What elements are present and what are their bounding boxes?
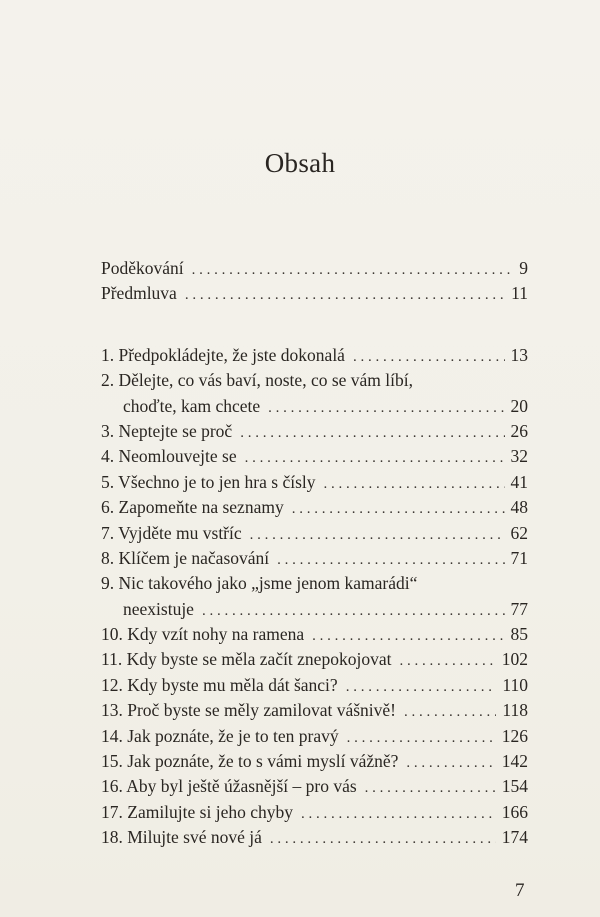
toc-entry-label: 13. Proč byste se měly zamilovat vášnivě! (101, 700, 396, 721)
dot-leader (240, 425, 504, 442)
toc-entry-label: 16. Aby byl ještě úžasnější – pro vás (101, 776, 357, 797)
toc-entry-chapter-8 (101, 548, 528, 573)
toc-entry-label: neexistuje (123, 598, 194, 619)
toc-entry-label: 10. Kdy vzít nohy na ramena (101, 624, 305, 645)
toc-entry-chapter-4 (101, 446, 528, 471)
toc-entry-label: 15. Jak poznáte, že to s vámi myslí vážně? (101, 751, 399, 772)
dot-leader (292, 501, 505, 518)
toc-entry-chapter-12 (101, 675, 528, 700)
toc-entry-chapter-11 (101, 649, 528, 674)
page-title: Obsah (264, 148, 336, 178)
toc-entry-label: choďte, kam chcete (123, 395, 261, 416)
toc-entry-predmluva (101, 283, 528, 308)
toc-entry-label: Předmluva (101, 283, 177, 304)
toc-entry-page: 26 (510, 420, 528, 441)
toc-entry-page: 174 (501, 827, 528, 848)
dot-leader (365, 780, 496, 797)
toc-entry-chapter-2-continued (101, 396, 528, 421)
toc-entry-label: 7. Vyjděte mu vstříc (101, 522, 242, 543)
toc-entry-page: 48 (510, 497, 528, 518)
dot-leader (404, 704, 496, 721)
toc-entry-label: 6. Zapomeňte na seznamy (101, 497, 284, 518)
toc-entry-label: 14. Jak poznáte, že je to ten pravý (101, 725, 339, 746)
toc-entry-chapter-2 (101, 370, 528, 395)
toc-entry-page: 142 (501, 751, 528, 772)
toc-entry-page: 41 (510, 471, 528, 492)
toc-entry-chapter-3 (101, 421, 528, 446)
toc-entry-page: 118 (502, 700, 528, 721)
toc-entry-chapter-14 (101, 726, 528, 751)
toc-entry-label: 5. Všechno je to jen hra s čísly (101, 471, 316, 492)
toc-entry-label: 12. Kdy byste mu měla dát šanci? (101, 674, 338, 695)
toc-entry-page: 102 (501, 649, 528, 670)
toc-entry-page: 71 (510, 547, 528, 568)
toc-entry-chapter-10 (101, 624, 528, 649)
toc-entry-page: 166 (501, 801, 528, 822)
toc-entry-page: 110 (502, 674, 528, 695)
toc-entry-page: 77 (510, 598, 528, 619)
toc-entry-chapter-18 (101, 827, 528, 852)
toc-entry-chapter-6 (101, 497, 528, 522)
toc-entry-chapter-13 (101, 700, 528, 725)
toc-entry-chapter-7 (101, 523, 528, 548)
dot-leader (301, 806, 496, 823)
toc-entry-page: 126 (501, 725, 528, 746)
toc-entry-page: 32 (510, 446, 528, 467)
dot-leader (324, 476, 505, 493)
page-number: 7 (515, 880, 525, 901)
dot-leader (399, 653, 495, 670)
toc-entry-label: 11. Kdy byste se měla začít znepokojovat (101, 649, 392, 670)
toc-entry-label: 1. Předpokládejte, že jste dokonalá (101, 344, 345, 365)
toc-entry-chapter-17 (101, 802, 528, 827)
dot-leader (270, 831, 496, 848)
dot-leader (347, 730, 496, 747)
dot-leader (245, 450, 505, 467)
toc-entry-label: 9. Nic takového jako „jsme jenom kamarádi“ (101, 573, 418, 594)
toc-entry-label: 4. Neomlouvejte se (101, 446, 237, 467)
dot-leader (268, 400, 504, 417)
toc-entry-page: 20 (510, 395, 528, 416)
toc-entry-chapter-9 (101, 573, 528, 598)
dot-leader (353, 349, 505, 366)
toc-entry-page: 11 (511, 283, 528, 304)
toc-entry-label: 2. Dělejte, co vás baví, noste, co se vám líbí, (101, 370, 414, 391)
dot-leader (250, 527, 505, 544)
dot-leader (277, 552, 504, 569)
dot-leader (192, 262, 514, 279)
toc-entry-label: 3. Neptejte se proč (101, 420, 233, 441)
toc-entry-label: 8. Klíčem je načasování (101, 547, 270, 568)
toc-entry-chapter-9-continued (101, 599, 528, 624)
toc-entry-page: 154 (501, 776, 528, 797)
toc-entry-label: Poděkování (101, 258, 184, 278)
toc-entry-page: 9 (519, 258, 528, 278)
toc-entry-chapter-16 (101, 776, 528, 801)
toc-entry-page: 62 (510, 522, 528, 543)
toc-entry-page: 13 (510, 344, 528, 365)
dot-leader (185, 287, 505, 304)
toc-entry-label: 17. Zamilujte si jeho chyby (101, 801, 293, 822)
dot-leader (406, 755, 495, 772)
dot-leader (346, 679, 497, 696)
toc-entry-chapter-15 (101, 751, 528, 776)
toc-entry-chapter-1 (101, 345, 528, 370)
table-of-contents (101, 258, 528, 853)
dot-leader (202, 603, 505, 620)
toc-entry-page: 85 (510, 624, 528, 645)
toc-entry-podekovani (101, 258, 528, 283)
toc-entry-label: 18. Milujte své nové já (101, 827, 262, 848)
dot-leader (312, 628, 504, 645)
toc-entry-chapter-5 (101, 472, 528, 497)
